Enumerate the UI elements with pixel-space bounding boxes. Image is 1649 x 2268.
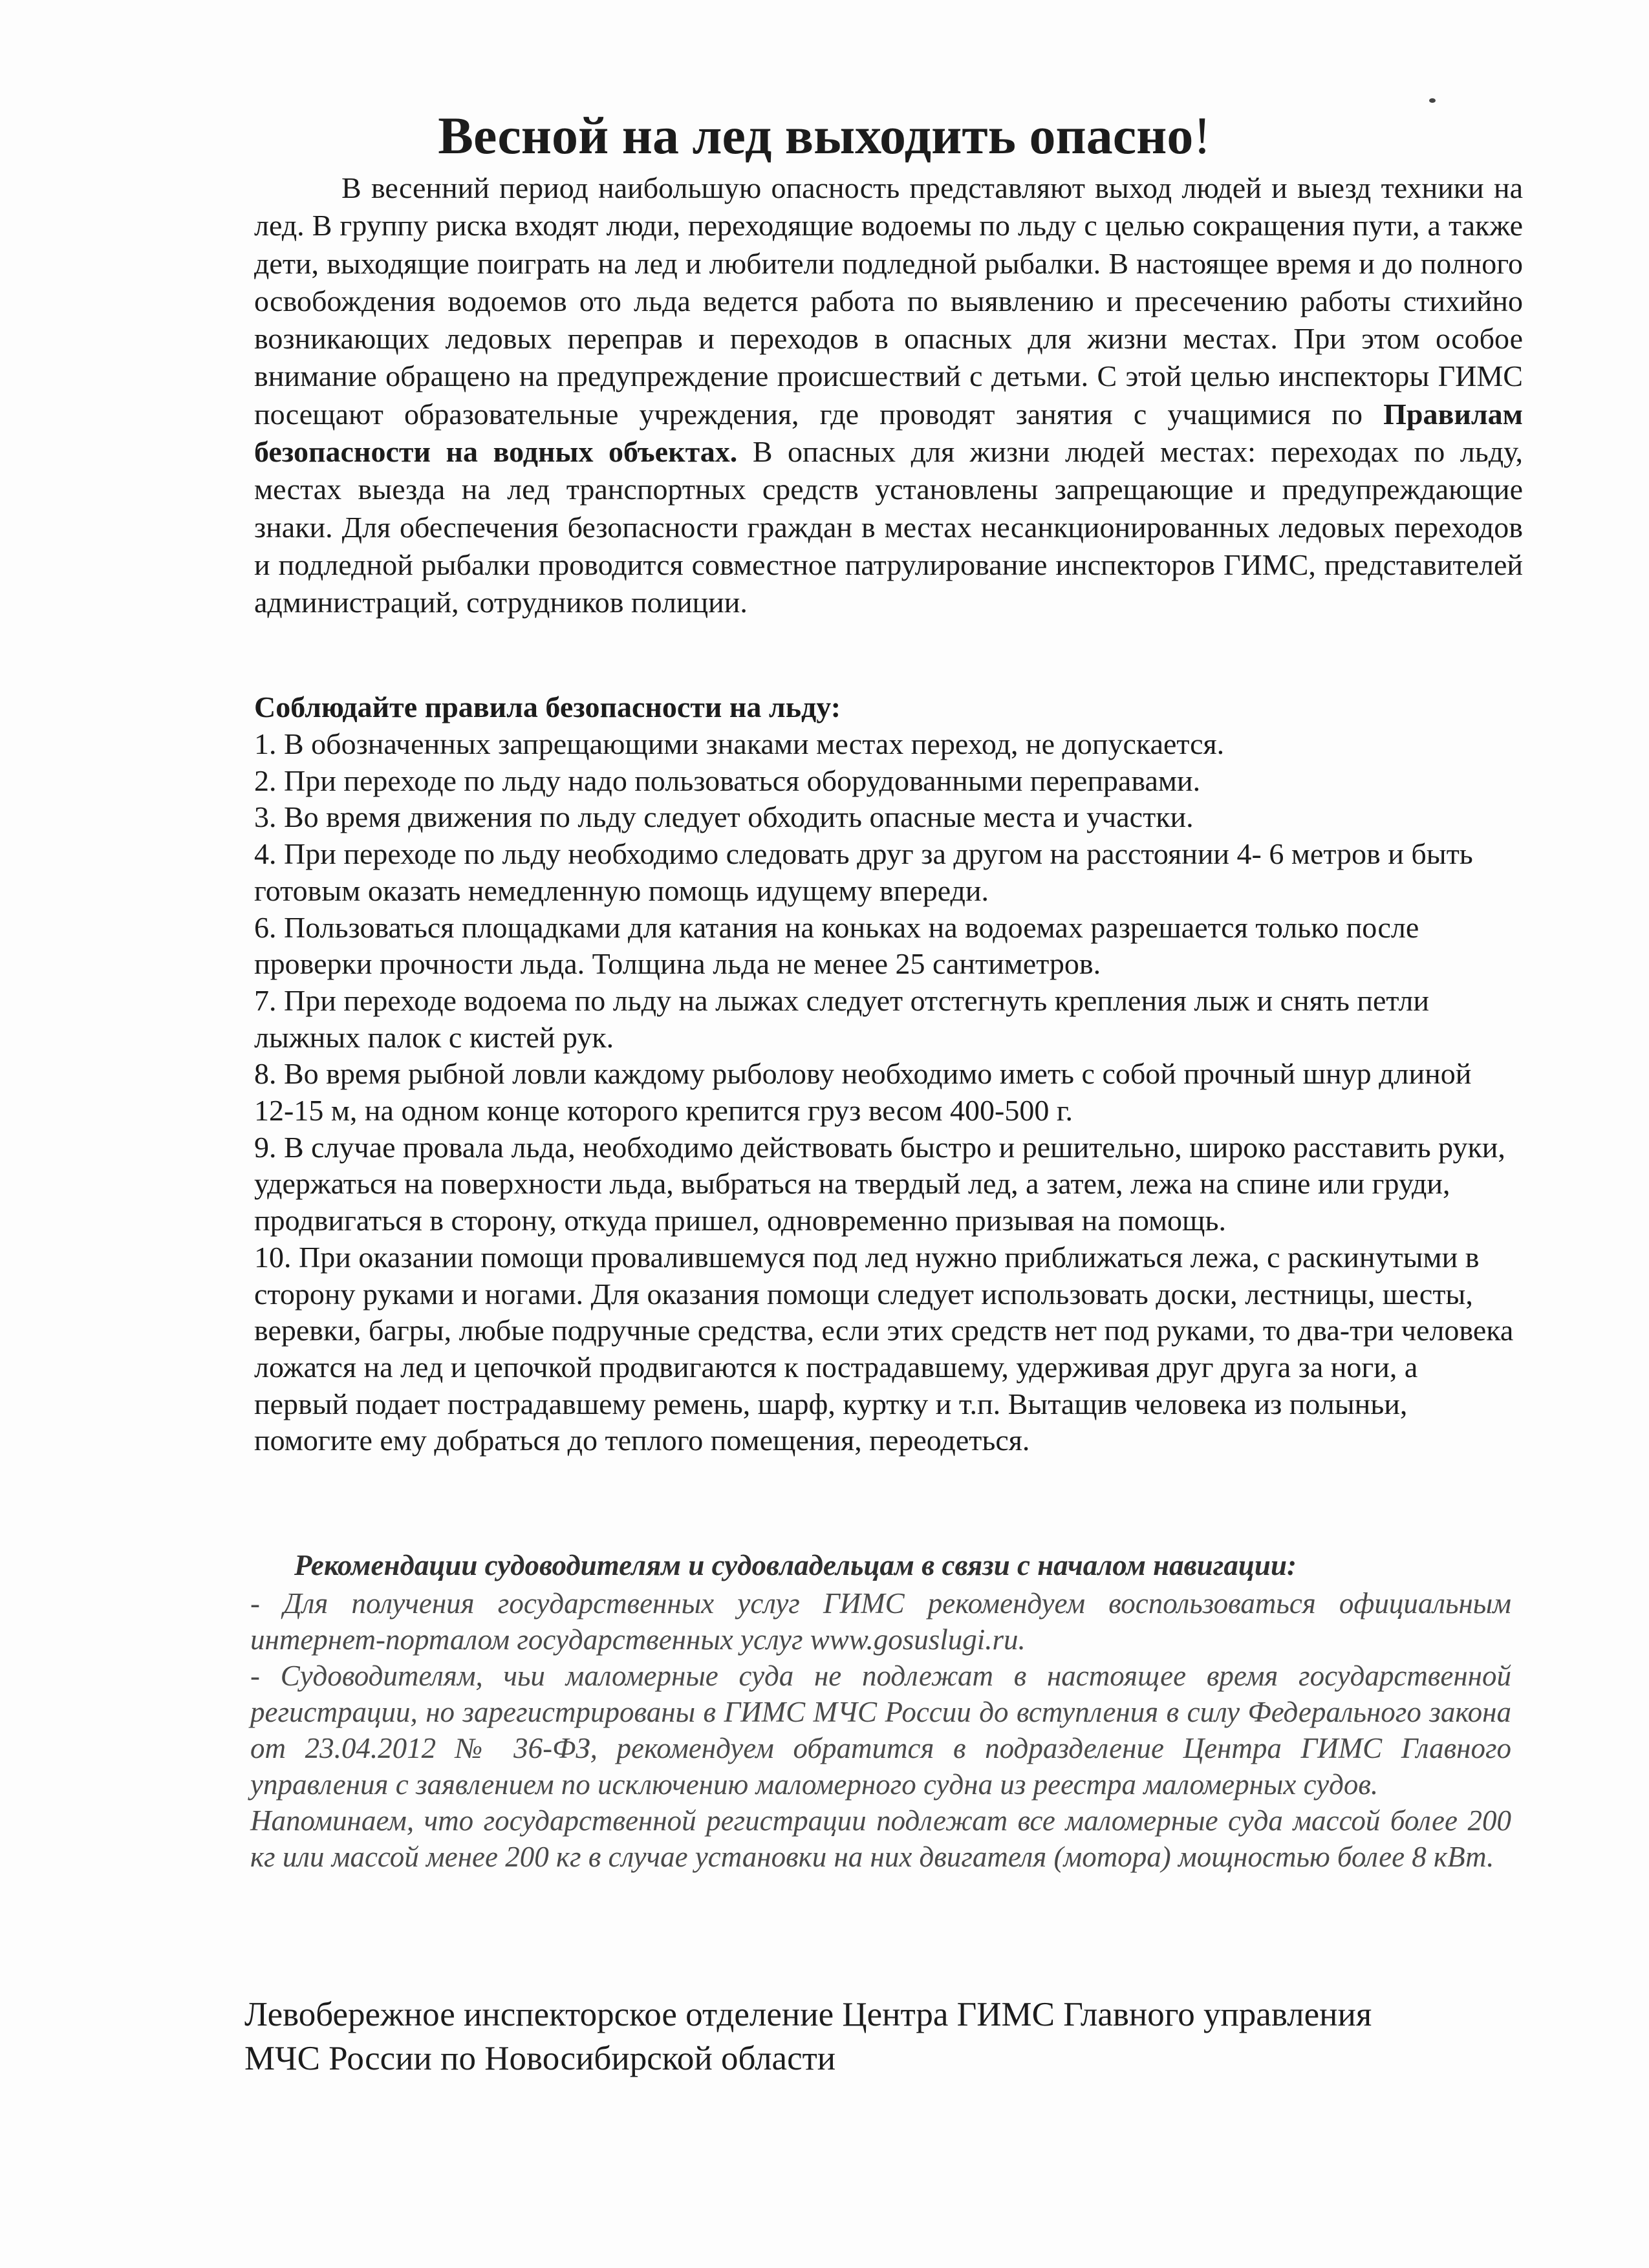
rules-heading: Соблюдайте правила безопасности на льду: [254, 690, 841, 723]
recommendation-paragraph: - Для получения государственных услуг ГИМС рекомендуем воспользоваться официальным интернет-порталом государственных услуг www.gosuslugi.ru. [250, 1587, 1511, 1656]
scan-speck [1429, 98, 1436, 103]
recommendation-paragraph: - Судоводителям, чьи маломерные суда не подлежат в настоящее время государственной регистрации, но зарегистрированы в ГИМС МЧС России до вступления в силу Федерального закона от 23.04.2012 № 36-ФЗ, рекомендуем обратится в подразделение Центра ГИМС Главного управления с заявлением по исключению маломерного судна из реестра маломерных судов. [250, 1660, 1511, 1801]
intro-paragraph [254, 169, 1523, 622]
recommendation-paragraph: Напоминаем, что государственной регистрации подлежат все маломерные суда массой более 200 кг или массой менее 200 кг в случае установки на них двигателя (мотора) мощностью более 8 кВт. [250, 1804, 1511, 1873]
recommendations-heading: Рекомендации судоводителям и судовладельцам в связи с началом навигации: [294, 1549, 1297, 1581]
rules-list [254, 726, 1515, 1459]
rule-item: 10. При оказании помощи провалившемуся под лед нужно приближаться лежа, с раскинутыми в сторону руками и ногами. Для оказания помощи следует использовать доски, лестницы, шесты, веревки, багры, любые подручные средства, если этих средств нет под руками, то два-три человека ложатся на лед и цепочкой продвигаются к пострадавшему, удерживая друг друга за ноги, а первый подает пострадавшему ремень, шарф, куртку и т.п. Вытащив человека из полыньи, помогите ему добраться до теплого помещения, переодеться. [254, 1240, 1514, 1457]
rule-item: 4. При переходе по льду необходимо следовать друг за другом на расстоянии 4- 6 метров и быть готовым оказать немедленную помощь идущему впереди. [254, 837, 1473, 907]
intro-text-end: В опасных для жизни людей местах: переходах по льду, местах выезда на лед транспортных средств установлены запрещающие и предупреждающие знаки. Для обеспечения безопасности граждан в местах несанкционированных ледовых переходов и подледной рыбалки проводится совместное патрулирование инспекторов ГИМС, представителей администраций, сотрудников полиции. [254, 435, 1524, 619]
rule-item: 3. Во время движения по льду следует обходить опасные места и участки. [254, 800, 1194, 834]
intro-text-start: В весенний период наибольшую опасность представляют выход людей и выезд техники на лед. В группу риска входят люди, переходящие водоемы по льду с целью сокращения пути, а также дети, выходящие поиграть на лед и любители подледной рыбалки. В настоящее время и до полного освобождения водоемов ото льда ведется работа по выявлению и пресечению работы стихийно возникающих ледовых переправ и переходов в опасных для жизни местах. При этом особое внимание обращено на предупреждение происшествий с детьми. С этой целью инспекторы ГИМС посещают образовательные учреждения, где проводят занятия с учащимися по [254, 171, 1523, 431]
rule-item: 1. В обозначенных запрещающими знаками местах переход, не допускается. [254, 727, 1225, 760]
title-text: Весной на лед выходить опасно [438, 105, 1194, 165]
rule-item: 7. При переходе водоема по льду на лыжах следует отстегнуть крепления лыж и снять петли лыжных палок с кистей рук. [254, 983, 1429, 1054]
intro-rules-reference: Правилам безопасности на водных объектах. [254, 397, 1523, 469]
title-exclamation: ! [1193, 105, 1211, 165]
issuer-signature-block [244, 1993, 1538, 2081]
rule-item: 9. В случае провала льда, необходимо действовать быстро и решительно, широко расставить руки, удержаться на поверхности льда, выбраться на твердый лед, а затем, лежа на спине или груди, продвигаться в сторону, откуда пришел, одновременно призывая на помощь. [254, 1130, 1505, 1237]
issuer-line-2: МЧС России по Новосибирской области [244, 2040, 836, 2077]
rule-item: 6. Пользоваться площадками для катания на коньках на водоемах разрешается только после проверки прочности льда. Толщина льда не менее 25 сантиметров. [254, 910, 1419, 981]
rule-item: 2. При переходе по льду надо пользоваться оборудованными переправами. [254, 764, 1201, 797]
issuer-line-1: Левобережное инспекторское отделение Центра ГИМС Главного управления [244, 1996, 1372, 2033]
recommendations-body [250, 1585, 1511, 1875]
rule-item: 8. Во время рыбной ловли каждому рыболову необходимо иметь с собой прочный шнур длиной 12-15 м, на одном конце которого крепится груз весом 400-500 г. [254, 1057, 1472, 1128]
document-title [0, 100, 1649, 171]
